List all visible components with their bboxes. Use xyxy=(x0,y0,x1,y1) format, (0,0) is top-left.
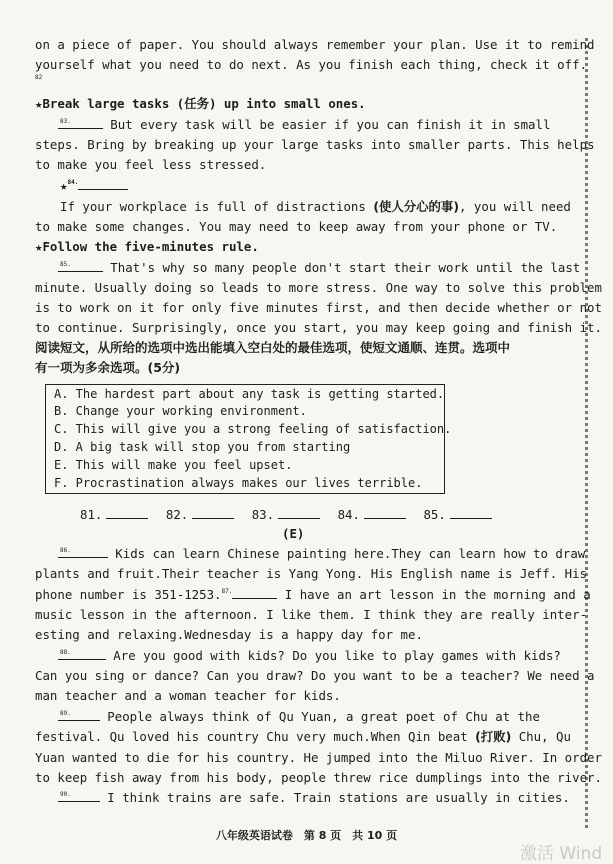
question-number-84: 84. xyxy=(67,179,79,186)
passage-line: esting and relaxing.Wednesday is a happy day for me. xyxy=(35,627,423,642)
passage-line: minute. Usually doing so leads to more stress. One way to solve this problem xyxy=(35,280,602,295)
passage-line: to keep fish away from his body, people threw rice dumplings into the river. xyxy=(35,770,602,785)
section-heading: ★Break large tasks (任务) up into small ones. xyxy=(35,96,366,111)
passage-line: music lesson in the afternoon. I like them. I think they are really inter- xyxy=(35,607,588,622)
question-number-82: 82 xyxy=(35,74,43,81)
passage-text: Chu, Qu xyxy=(511,729,571,744)
option-d: D. A big task will stop you from starting xyxy=(54,440,351,454)
answer-blank-84[interactable] xyxy=(78,189,128,190)
answer-blank-84-row[interactable] xyxy=(364,518,406,519)
option-f: F. Procrastination always makes our lives terrible. xyxy=(54,476,423,490)
option-c: C. This will give you a strong feeling of satisfaction. xyxy=(54,422,452,436)
section-label-e: (E) xyxy=(282,526,305,541)
passage-line: to make some changes. You may need to keep away from your phone or TV. xyxy=(35,219,558,234)
cjk-gloss: (使人分心的事) xyxy=(373,199,459,214)
passage-text: I think trains are safe. Train stations are usually in cities. xyxy=(99,790,570,805)
binding-dotted-line xyxy=(585,38,588,828)
question-87-line xyxy=(35,587,591,603)
question-number-90: 90. xyxy=(60,791,71,798)
answer-blank-88[interactable] xyxy=(58,659,106,660)
question-90-line xyxy=(35,790,570,806)
passage-line: yourself what you need to do next. As you finish each thing, check it off. xyxy=(35,57,588,72)
answer-blank-86[interactable] xyxy=(58,557,108,558)
answer-blank-82[interactable] xyxy=(192,518,234,519)
section-heading: ★Follow the five-minutes rule. xyxy=(35,239,259,254)
question-86-line xyxy=(35,546,586,562)
passage-line: on a piece of paper. You should always remember your plan. Use it to remind xyxy=(35,37,595,52)
answer-blank-85-row[interactable] xyxy=(450,518,492,519)
star-icon: ★ xyxy=(60,178,68,193)
answer-label-85: 85. xyxy=(423,507,446,522)
answer-blank-83[interactable] xyxy=(58,128,103,129)
passage-line: plants and fruit.Their teacher is Yang Yong. His English name is Jeff. His xyxy=(35,566,588,581)
cjk-gloss: (打败) xyxy=(475,729,512,744)
answer-blank-83-row[interactable] xyxy=(278,518,320,519)
question-84-line xyxy=(35,178,555,194)
passage-line: to make you feel less stressed. xyxy=(35,157,267,172)
passage-text: I have an art lesson in the morning and a xyxy=(277,587,591,602)
passage-text: But every task will be easier if you can finish it in small xyxy=(102,117,551,132)
passage-line: Yuan wanted to die for his country. He jumped into the Miluo River. In order xyxy=(35,750,602,765)
answer-blank-87[interactable] xyxy=(232,598,277,599)
question-89-line-2 xyxy=(35,729,571,745)
question-85-line xyxy=(35,260,581,276)
option-a: A. The hardest part about any task is getting started. xyxy=(54,387,445,401)
passage-text: That's why so many people don't start their work until the last xyxy=(102,260,581,275)
passage-line: to continue. Surprisingly, once you start, you may keep going and finish it. xyxy=(35,320,602,335)
page-footer: 八年级英语试卷 第 8 页 共 10 页 xyxy=(215,829,398,842)
passage-text: phone number is 351-1253. xyxy=(35,587,222,602)
question-number-83: 83. xyxy=(60,118,71,125)
question-83-line xyxy=(35,117,555,133)
question-89-line xyxy=(35,709,555,725)
passage-line: Can you sing or dance? Can you draw? Do you want to be a teacher? We need a xyxy=(35,668,595,683)
instructions: 阅读短文，从所给的选项中选出能填入空白处的最佳选项，使短文通顺、连贯。选项中 xyxy=(35,340,511,355)
option-e: E. This will make you feel upset. xyxy=(54,458,293,472)
passage-text: People always think of Qu Yuan, a great poet of Chu at the xyxy=(99,709,540,724)
passage-text: festival. Qu loved his country Chu very much.When Qin beat xyxy=(35,729,476,744)
passage-text: If your workplace is full of distractions xyxy=(60,199,374,214)
answer-blank-81[interactable] xyxy=(106,518,148,519)
question-number-88: 88. xyxy=(60,649,71,656)
question-number-86: 86. xyxy=(60,547,71,554)
answer-blank-90[interactable] xyxy=(58,801,100,802)
passage-text: , you will need xyxy=(458,199,571,214)
passage-text: Are you good with kids? Do you like to play games with kids? xyxy=(105,648,561,663)
question-88-line xyxy=(35,648,561,664)
answer-blank-85[interactable] xyxy=(58,271,103,272)
answer-row xyxy=(80,507,502,523)
answer-label-82: 82. xyxy=(165,507,189,522)
option-b: B. Change your working environment. xyxy=(54,404,307,418)
question-number-85: 85. xyxy=(60,261,71,268)
passage-line-84 xyxy=(35,199,571,215)
passage-line: steps. Bring by breaking up your large tasks into smaller parts. This helps xyxy=(35,137,595,152)
answer-label-83: 83. xyxy=(251,507,275,522)
answer-label-84: 84. xyxy=(337,507,360,522)
answer-label-81: 81. xyxy=(80,507,103,522)
passage-text: Kids can learn Chinese painting here.They can learn how to draw xyxy=(107,546,586,561)
instructions: 有一项为多余选项。(5分) xyxy=(35,360,181,375)
passage-line: man teacher and a woman teacher for kids. xyxy=(35,688,341,703)
question-number-87: 87. xyxy=(221,588,233,595)
options-box xyxy=(45,384,452,494)
passage-line: is to work on it for only five minutes first, and then decide whether or not xyxy=(35,300,602,315)
activation-watermark: 激活 Wind xyxy=(520,844,603,864)
answer-blank-89[interactable] xyxy=(58,720,100,721)
question-number-89: 89. xyxy=(60,710,71,717)
